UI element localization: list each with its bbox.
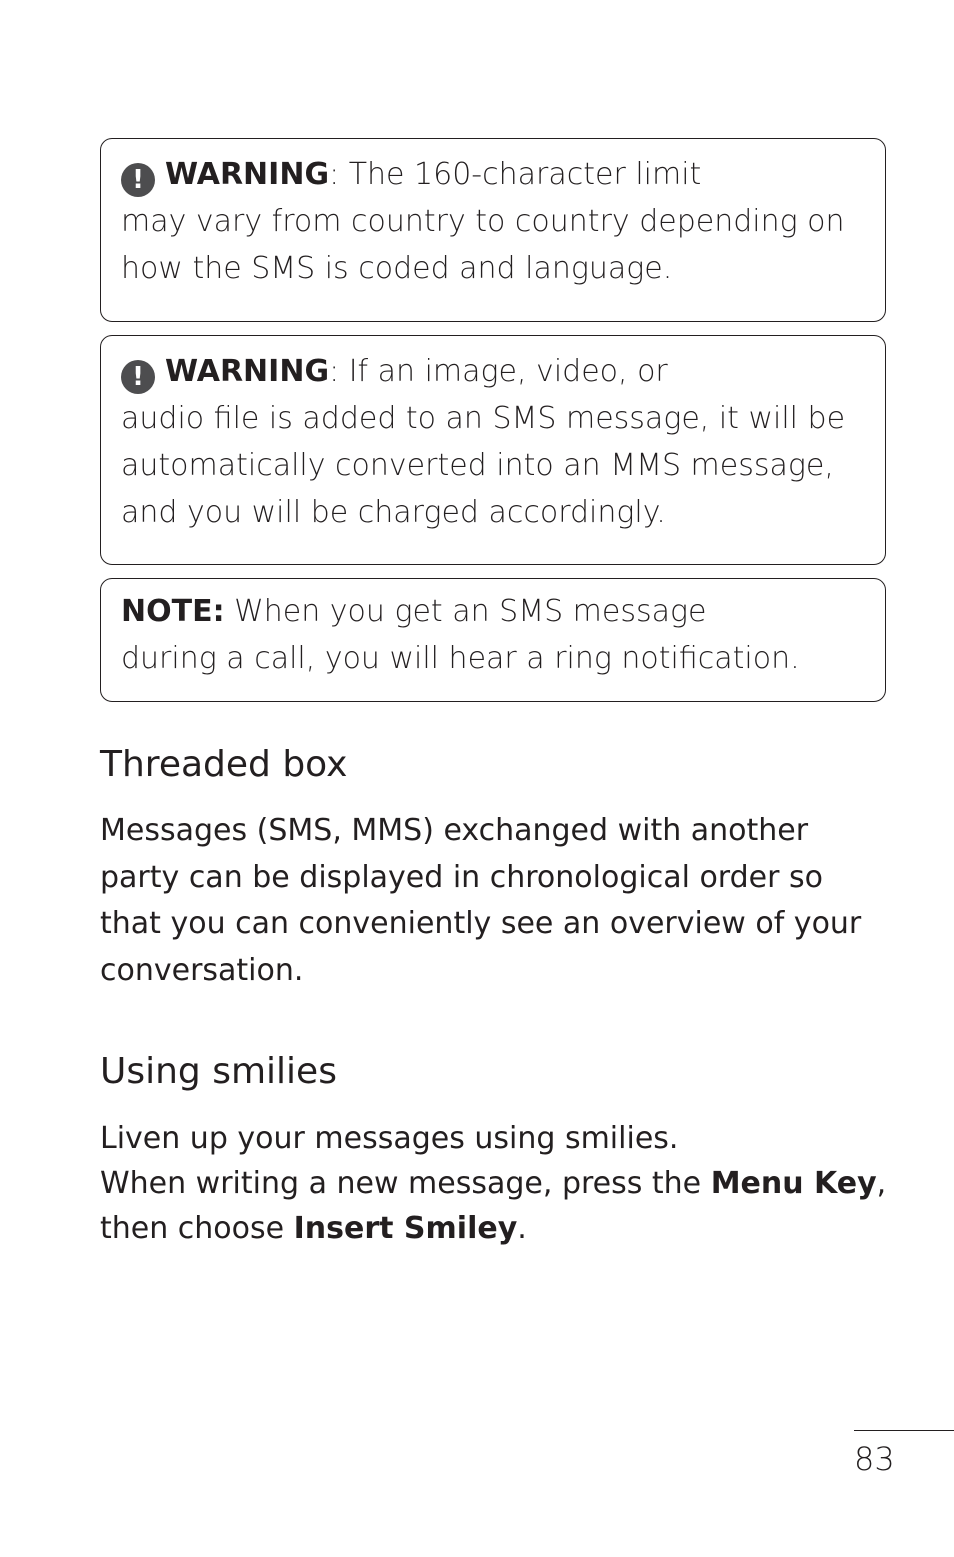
- body-line: party can be displayed in chronological order so: [100, 859, 823, 895]
- body-line: Messages (SMS, MMS) exchanged with another: [100, 813, 809, 848]
- body-line: [100, 1206, 860, 1251]
- body-text: .: [517, 1211, 527, 1246]
- section-heading-using-smilies: Using smilies: [100, 1051, 337, 1092]
- page-number: 83: [854, 1440, 895, 1478]
- section-body-threaded-box: [100, 808, 860, 994]
- section-body-using-smilies: [100, 1116, 887, 1251]
- body-line: conversation.: [100, 952, 304, 988]
- warning-text: : If an image, video, or: [329, 354, 668, 389]
- body-line: Liven up your messages using smilies.: [100, 1121, 679, 1156]
- warning-box-character-limit: [100, 138, 886, 322]
- exclamation-circle-icon: !: [121, 163, 155, 197]
- note-label: NOTE:: [121, 594, 225, 629]
- footer-divider: [854, 1430, 954, 1431]
- body-line: [100, 1161, 887, 1206]
- warning-text: : The 160-character limit: [329, 157, 702, 192]
- warning-text-line: and you will be charged accordingly.: [121, 495, 666, 530]
- body-text: When writing a new message, press the: [100, 1166, 711, 1201]
- warning-line: [121, 151, 873, 198]
- note-line: [121, 588, 873, 635]
- note-text-line: during a call, you will hear a ring notification.: [121, 641, 800, 676]
- insert-smiley-label: Insert Smiley: [293, 1211, 518, 1246]
- warning-label: WARNING: [165, 354, 330, 389]
- note-text: When you get an SMS message: [224, 594, 707, 629]
- warning-line: [121, 348, 873, 395]
- exclamation-circle-icon: !: [121, 360, 155, 394]
- warning-text-line: how the SMS is coded and language.: [121, 251, 673, 286]
- warning-text-line: audio file is added to an SMS message, it will be: [121, 401, 846, 436]
- section-heading-threaded-box: Threaded box: [100, 744, 348, 785]
- warning-label: WARNING: [165, 157, 330, 192]
- body-text: then choose: [100, 1211, 294, 1246]
- warning-box-mms-conversion: [100, 335, 886, 565]
- body-line: that you can conveniently see an overview of your: [100, 906, 862, 941]
- body-text: ,: [876, 1166, 887, 1201]
- warning-text-line: may vary from country to country depending on: [121, 204, 845, 239]
- note-box-sms-during-call: [100, 578, 886, 702]
- menu-key-label: Menu Key: [710, 1166, 877, 1201]
- warning-text-line: automatically converted into an MMS message,: [121, 448, 834, 483]
